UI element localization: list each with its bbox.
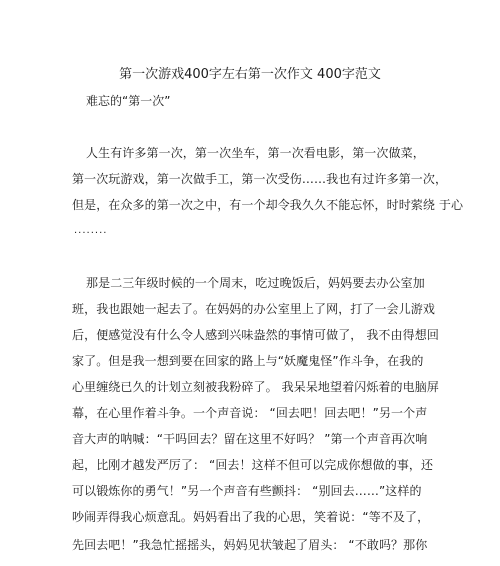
paragraph-2-line-5: 心里缠绕已久的计划立刻被我粉碎了。 我呆呆地望着闪烁着的电脑屏 <box>72 380 439 394</box>
paragraph-1-line-2: 第一次玩游戏，第一次做手工，第一次受伤……我也有过许多第一次， <box>72 172 448 186</box>
paragraph-2-line-6: 幕，在心里作着斗争。一个声音说： “回去吧！回去吧！”另一个声 <box>72 406 428 420</box>
paragraph-2-line-3: 后，便感觉没有什么令人感到兴味盎然的事情可做了， 我不由得想回 <box>72 328 439 342</box>
paragraph-2-line-8: 起，比刚才越发严厉了： “回去！这样不但可以完成你想做的事，还 <box>72 458 434 472</box>
document-subtitle: 难忘的“第一次” <box>86 94 171 108</box>
paragraph-2-line-4: 家了。但是我一想到要在回家的路上与“妖魔鬼怪”作斗争，在我的 <box>72 354 424 368</box>
paragraph-1-line-1: 人生有许多第一次，第一次坐车，第一次看电影，第一次做菜， <box>86 146 425 160</box>
paragraph-2-line-10: 吵闹弄得我心烦意乱。妈妈看出了我的心思，笑着说：“等不及了， <box>72 510 430 524</box>
paragraph-2-line-11: 先回去吧！”我急忙摇摇头，妈妈见状皱起了眉头： “不敢吗？那你 <box>72 538 428 552</box>
paragraph-2-line-7: 音大声的呐喊：“干吗回去？留在这里不好吗？ ”第一个声音再次响 <box>72 432 428 446</box>
paragraph-2-line-2: 班，我也跟她一起去了。在妈妈的办公室里上了网，打了一会儿游戏 <box>72 302 436 316</box>
paragraph-1-line-4: ........ <box>74 225 108 236</box>
paragraph-2-line-9: 可以锻炼你的勇气！”另一个声音有些颤抖： “别回去……”这样的 <box>72 484 422 498</box>
paragraph-2-line-1: 那是二三年级时候的一个周末，吃过晚饭后，妈妈要去办公室加 <box>86 276 425 290</box>
document-title: 第一次游戏400字左右第一次作文 400字范文 <box>119 67 381 82</box>
paragraph-1-line-3: 但是，在众多的第一次之中，有一个却令我久久不能忘怀，时时萦绕 于心 <box>72 198 464 212</box>
